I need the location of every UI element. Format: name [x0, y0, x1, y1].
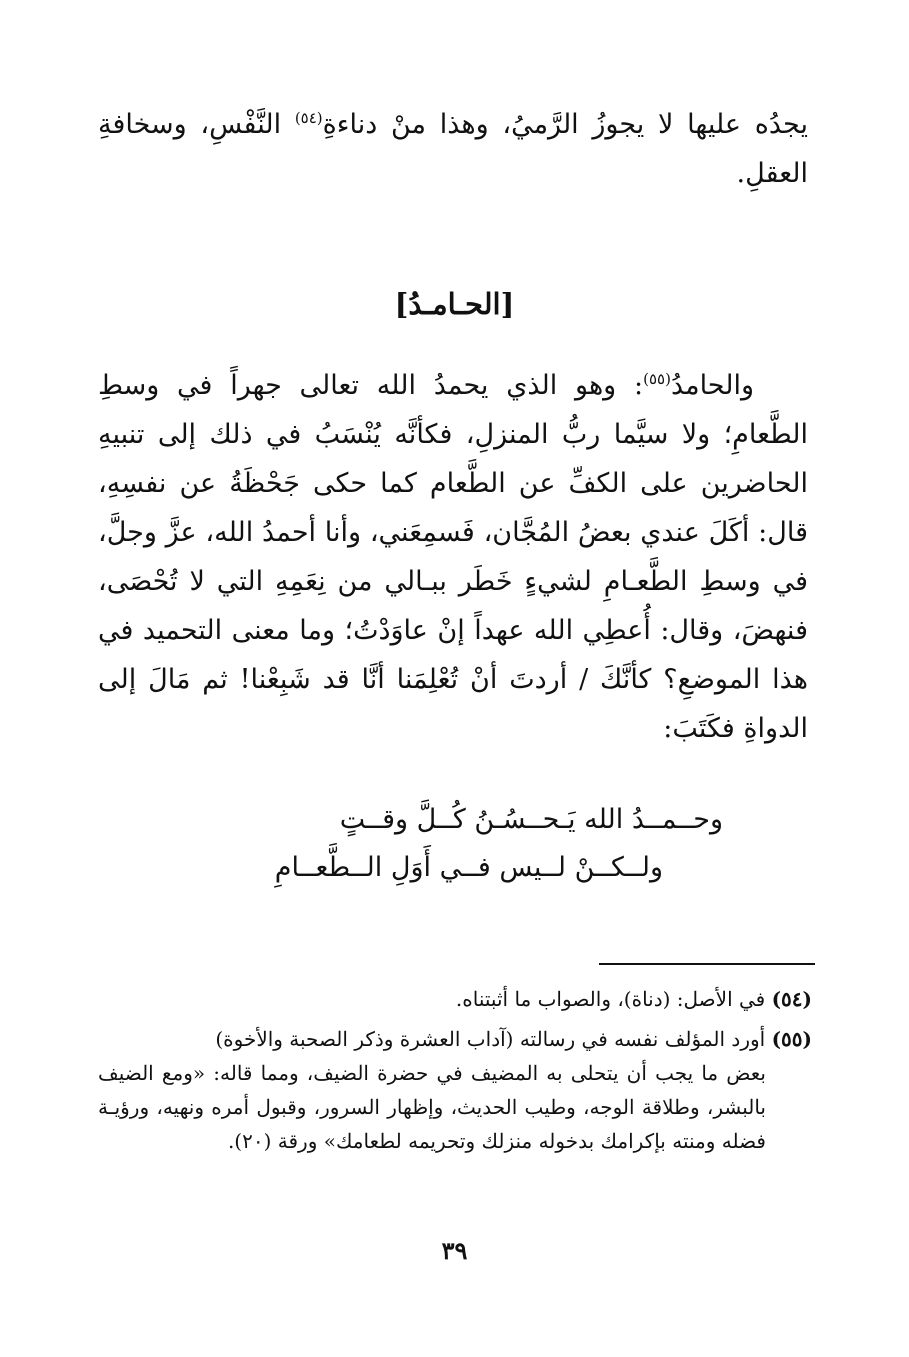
page-number: ٣٩ [441, 1236, 468, 1265]
verse-line-1: وحــمــدُ الله يَـحــسُـنُ كُــلَّ وقــتٍ [339, 804, 723, 835]
section-heading: [الحـامـدُ] [394, 287, 515, 321]
footnote-divider [599, 963, 815, 965]
main-paragraph-lead: والحامدُ [670, 370, 754, 401]
footnotes-list [98, 982, 812, 1164]
main-paragraph [98, 361, 808, 753]
footnote-55-number: (٥٥) [771, 1027, 812, 1051]
verse-line-2: ولــكــنْ لــيس فــي أَوَلِ الــطَّعــامِ [274, 852, 663, 883]
footnote-55 [98, 1022, 812, 1158]
footnote-54 [98, 982, 812, 1016]
opening-paragraph-text: يجدُه عليها لا يجوزُ الرَّميُ، وهذا منْ دناءةِ [322, 109, 808, 140]
footnote-ref-54[interactable]: (٥٤) [294, 109, 323, 127]
opening-paragraph-text-continued: النَّفْسِ، وسخافةِ العقلِ. [98, 109, 808, 189]
footnote-54-number: (٥٤) [771, 987, 812, 1011]
footnote-55-first-line-text: أورد المؤلف نفسه في رسالته (آداب العشرة وذكر الصحبة والأخوة) [215, 1027, 766, 1051]
footnote-54-text: في الأصل: (دناة)، والصواب ما أثبتناه. [455, 987, 766, 1011]
footnote-55-first-line [98, 1022, 812, 1056]
footnote-ref-55[interactable]: (٥٥) [643, 370, 671, 388]
footnote-55-body: بعض ما يجب أن يتحلى به المضيف في حضرة الضيف، ومما قاله: «ومع الضيف بالبشر، وطلاقة الوجه، وطيب الحديث، وإظهار السرور، وقبول أمره ونهيه، ورؤيـة فضله ومنته بإكرامك بدخوله منزلك وتحريمه لطعامك» ورقة (٢٠). [98, 1061, 766, 1153]
main-paragraph-text: : وهو الذي يحمدُ الله تعالى جهراً في وسطِ الطَّعامِ؛ ولا سيَّما ربُّ المنزلِ، فكأنَّه يُنْسَبُ في ذلك إلى تنبيهِ الحاضرين على الكفِّ عن الطَّعام كما حكى جَحْظَةُ عن نفسِهِ، قال: أكَلَ عندي بعضُ المُجَّان، فَسمِعَني، وأنا أحمدُ الله، عزَّ وجلَّ، في وسطِ الطَّعـامِ لشيءٍ خَطَر ببـالي من نِعَمِهِ التي لا تُحْصَى، فنهضَ، وقال: أُعطِي الله عهداً إنْ عاوَدْتُ؛ وما معنى التحميد في هذا الموضعِ؟ كأنَّكَ / أردتَ أنْ تُعْلِمَنا أنَّا قد شَبِعْنا! ثم مَالَ إلى الدواةِ فكَتَبَ: [98, 370, 808, 744]
opening-paragraph [98, 100, 808, 198]
